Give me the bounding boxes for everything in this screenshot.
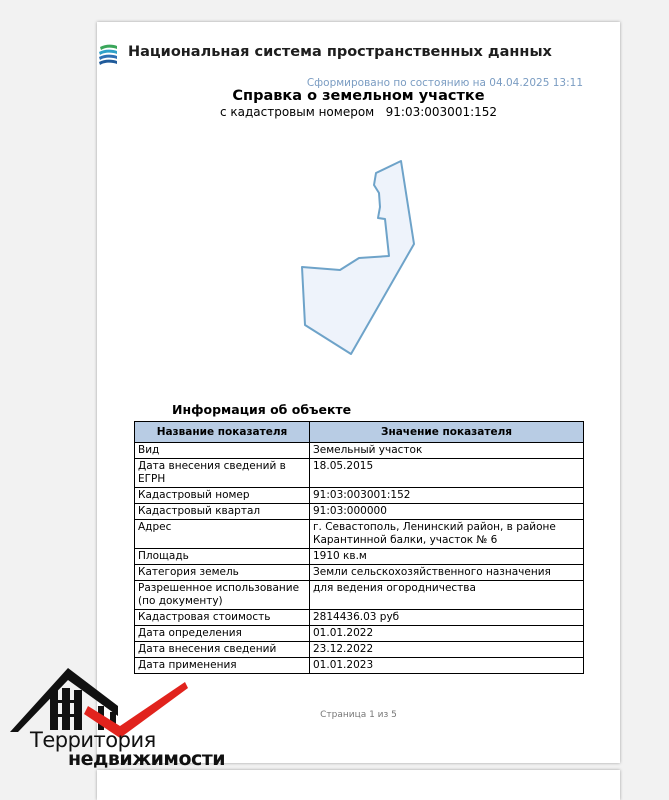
row-name: Категория земель bbox=[135, 565, 310, 581]
watermark-line1: Территория bbox=[30, 728, 156, 752]
row-value: 01.01.2023 bbox=[310, 658, 584, 674]
table-row bbox=[135, 443, 584, 459]
row-name: Дата применения bbox=[135, 658, 310, 674]
table-row bbox=[135, 610, 584, 626]
row-value: Земельный участок bbox=[310, 443, 584, 459]
row-name: Площадь bbox=[135, 549, 310, 565]
table-row bbox=[135, 581, 584, 610]
row-value: 23.12.2022 bbox=[310, 642, 584, 658]
info-heading: Информация об объекте bbox=[172, 402, 352, 417]
row-name: Кадастровый квартал bbox=[135, 504, 310, 520]
column-header: Название показателя bbox=[135, 422, 310, 443]
document-subtitle: с кадастровым номером 91:03:003001:152 bbox=[219, 105, 498, 119]
column-header: Значение показателя bbox=[310, 422, 584, 443]
info-table bbox=[134, 421, 584, 674]
row-name: Дата определения bbox=[135, 626, 310, 642]
row-value: 91:03:000000 bbox=[310, 504, 584, 520]
table-row bbox=[135, 504, 584, 520]
table-header-row bbox=[135, 422, 584, 443]
row-name: Кадастровый номер bbox=[135, 488, 310, 504]
table-row bbox=[135, 642, 584, 658]
row-value: 91:03:003001:152 bbox=[310, 488, 584, 504]
nspd-logo-icon bbox=[97, 43, 119, 67]
document-title: Справка о земельном участке bbox=[232, 88, 485, 104]
table-row bbox=[135, 459, 584, 488]
row-name: Разрешенное использование (по документу) bbox=[135, 581, 310, 610]
watermark-line2: недвижимости bbox=[68, 748, 226, 770]
table-row bbox=[135, 520, 584, 549]
row-name: Дата внесения сведений в ЕГРН bbox=[135, 459, 310, 488]
row-value: 18.05.2015 bbox=[310, 459, 584, 488]
row-value: Земли сельскохозяйственного назначения bbox=[310, 565, 584, 581]
table-row bbox=[135, 488, 584, 504]
table-row bbox=[135, 549, 584, 565]
row-name: Дата внесения сведений bbox=[135, 642, 310, 658]
row-value: 1910 кв.м bbox=[310, 549, 584, 565]
row-value: 01.01.2022 bbox=[310, 626, 584, 642]
page-number: Страница 1 из 5 bbox=[320, 710, 397, 720]
row-value: 2814436.03 руб bbox=[310, 610, 584, 626]
row-value: г. Севастополь, Ленинский район, в районе Карантинной балки, участок № 6 bbox=[310, 520, 584, 549]
document-page bbox=[97, 22, 620, 763]
row-name: Кадастровая стоимость bbox=[135, 610, 310, 626]
table-row bbox=[135, 626, 584, 642]
row-name: Адрес bbox=[135, 520, 310, 549]
row-value: для ведения огородничества bbox=[310, 581, 584, 610]
parcel-shape bbox=[302, 161, 414, 354]
table-row bbox=[135, 565, 584, 581]
org-title: Национальная система пространственных данных bbox=[128, 44, 552, 60]
row-name: Вид bbox=[135, 443, 310, 459]
formed-timestamp: Сформировано по состоянию на 04.04.2025 13:11 bbox=[306, 77, 583, 89]
